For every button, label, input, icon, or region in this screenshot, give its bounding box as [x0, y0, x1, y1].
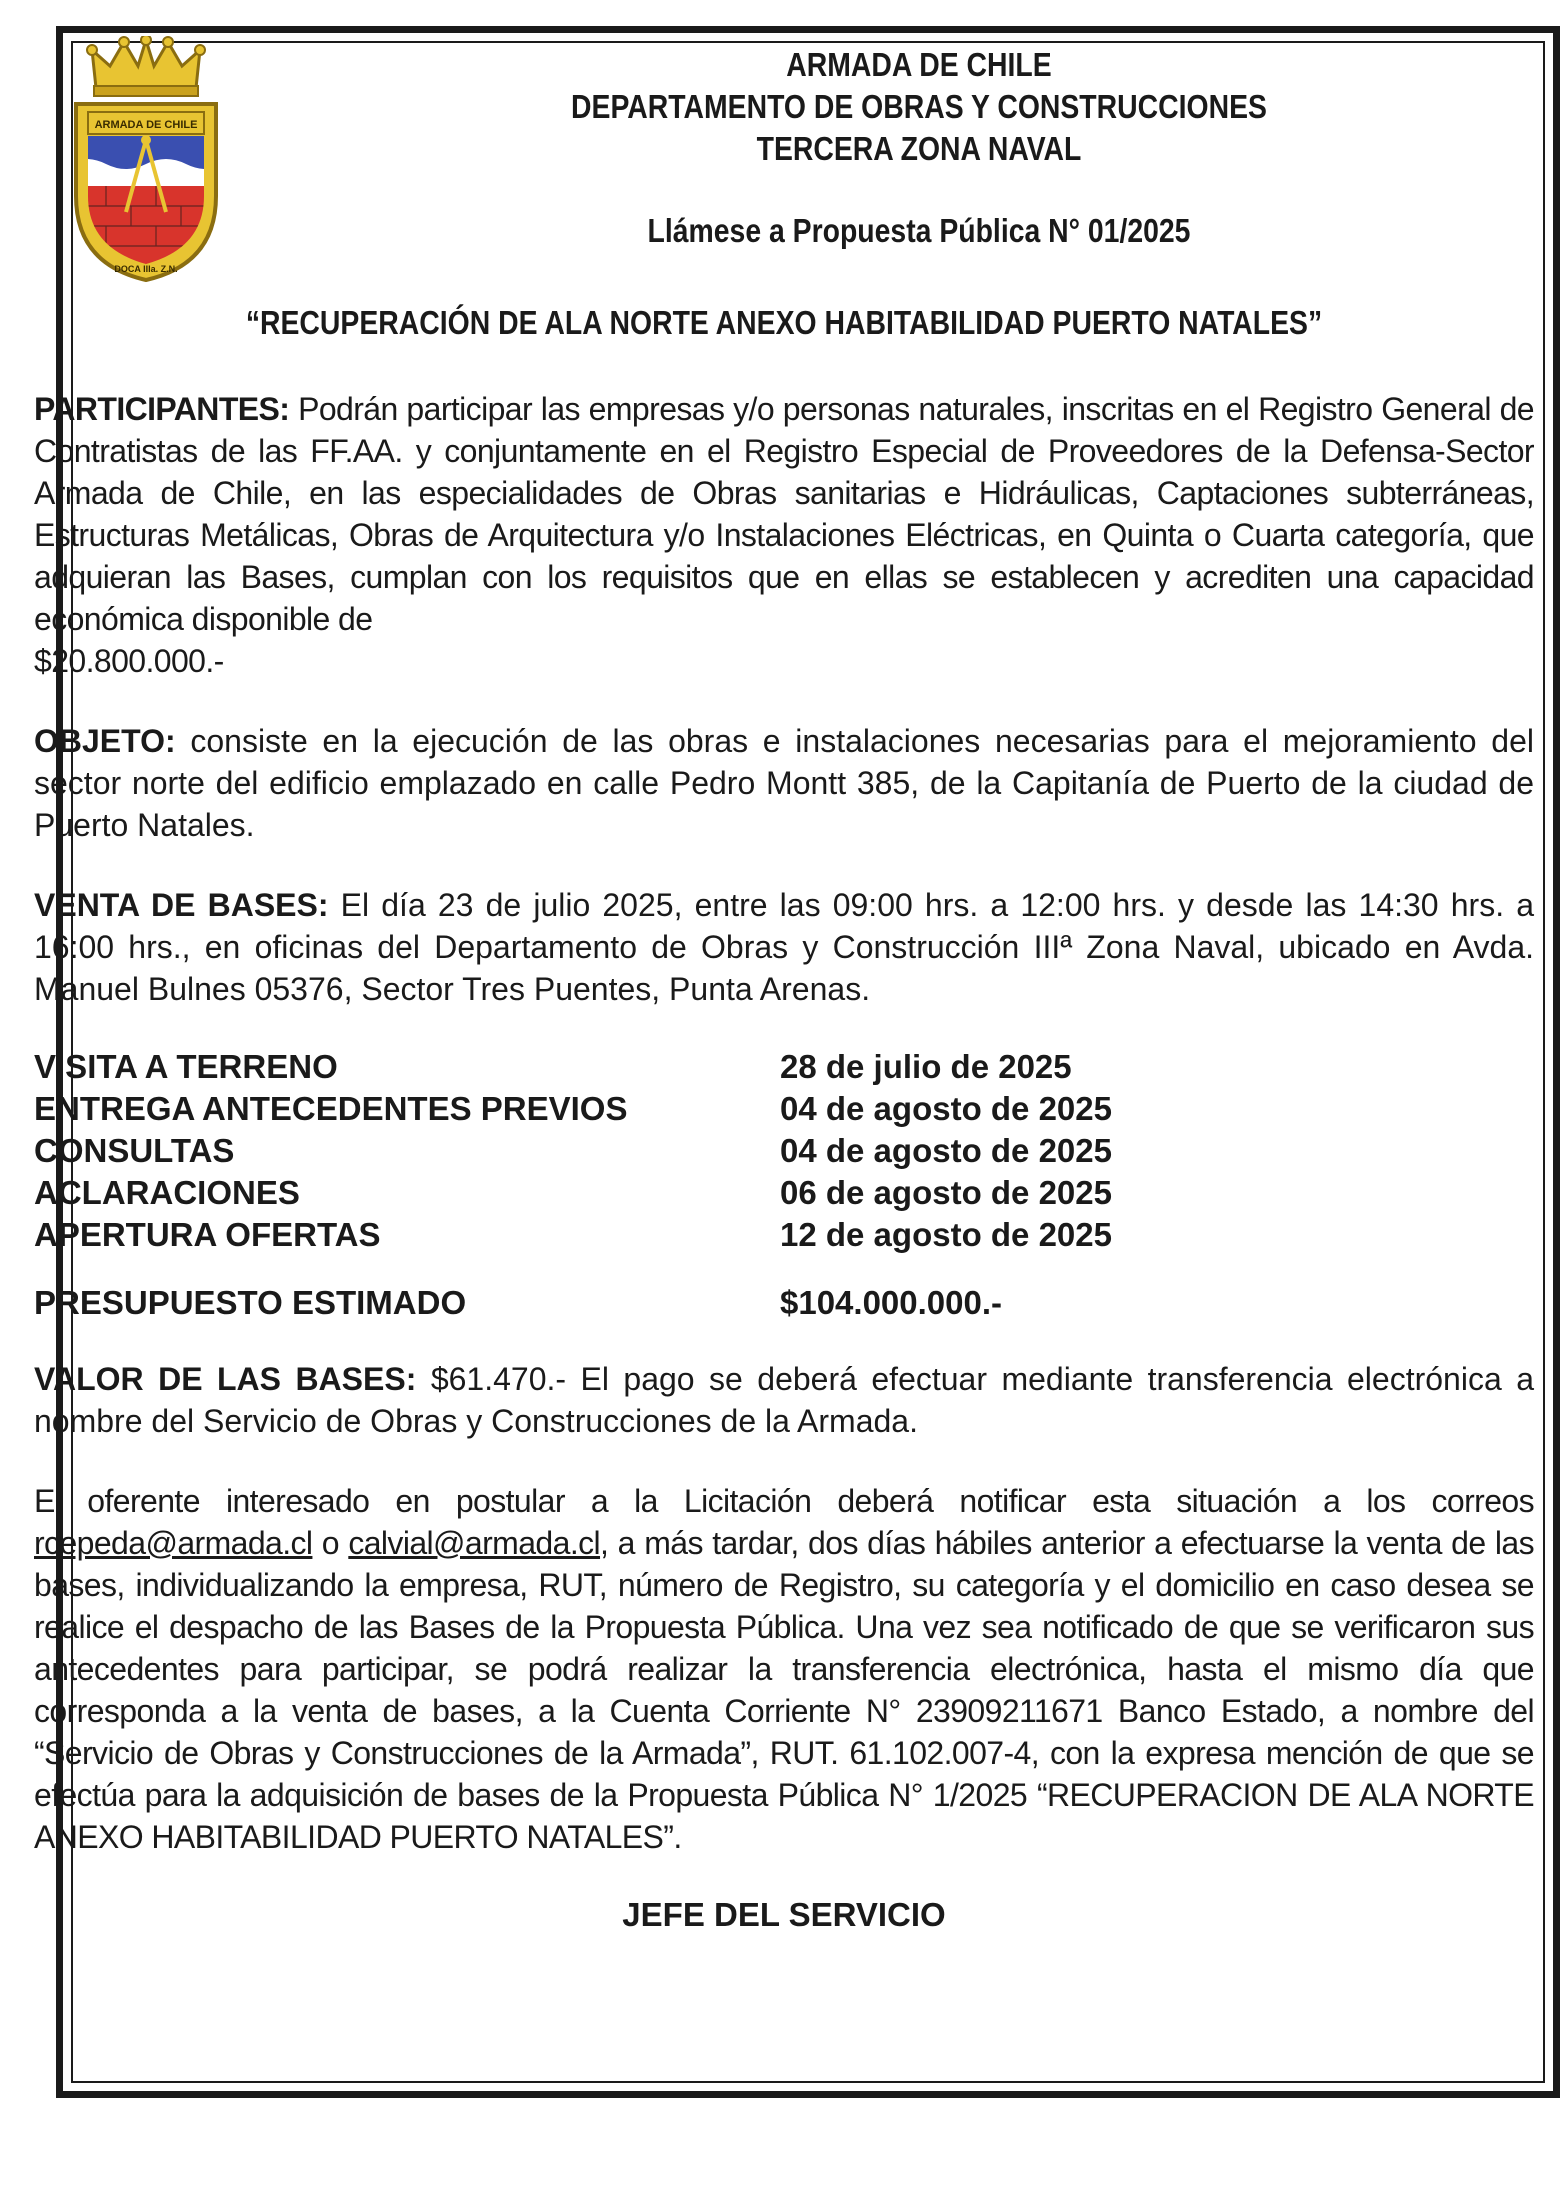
budget-value: $104.000.000.-: [780, 1284, 1003, 1321]
participantes-paragraph: [34, 388, 1534, 682]
schedule-row: [34, 1174, 1112, 1216]
naval-crest-logo: [66, 36, 226, 286]
oferente-text: o: [312, 1525, 349, 1561]
crest-bottom-text: DOCA IIIa. Z.N.: [114, 264, 178, 274]
schedule-label: ENTREGA ANTECEDENTES PREVIOS: [34, 1090, 628, 1127]
header-org: ARMADA DE CHILE: [786, 46, 1052, 83]
participantes-text: Podrán participar las empresas y/o personas naturales, inscritas en el Registro General de Contratistas de las FF.AA. y conjuntamente en el Registro Especial de Proveedores de la Defensa-Sector Armada de Chile, en las especialidades de Obras sanitarias e Hidráulicas, Captaciones subterráneas, Estructuras Metálicas, Obras de Arquitectura y/o Instalaciones Eléctricas, en Quinta o Cuarta categoría, que adquieran las Bases, cumplan con los requisitos que en ellas se establecen y acrediten una capacidad económica disponible de: [34, 391, 1534, 637]
crest-top-text: ARMADA DE CHILE: [94, 119, 198, 131]
schedule-label: CONSULTAS: [34, 1132, 235, 1169]
header-subtitle: Llámese a Propuesta Pública N° 01/2025: [647, 212, 1191, 249]
schedule-table: [34, 1048, 1112, 1258]
email-link-rcepeda[interactable]: rcepeda@armada.cl: [34, 1525, 313, 1561]
schedule-label: VISITA A TERRENO: [34, 1048, 338, 1085]
valor-text: $61.470.- El pago se deberá efectuar mediante transferencia electrónica a nombre del Servicio de Obras y Construcciones de la Armada.: [34, 1361, 1535, 1439]
objeto-text: consiste en la ejecución de las obras e instalaciones necesarias para el mejoramiento del sector norte del edificio emplazado en calle Pedro Montt 385, de la Capitanía de Puerto de la ciudad de Puerto Natales.: [34, 723, 1534, 843]
schedule-label: ACLARACIONES: [34, 1174, 300, 1211]
schedule-date: 04 de agosto de 2025: [780, 1132, 1112, 1169]
schedule-date: 06 de agosto de 2025: [780, 1174, 1112, 1211]
oferente-text: El oferente interesado en postular a la Licitación deberá notificar esta situación a los correos: [34, 1483, 1534, 1519]
participantes-amount: $20.800.000.-: [34, 643, 224, 679]
schedule-row: [34, 1216, 1112, 1258]
email-link-calvial[interactable]: calvial@armada.cl: [348, 1525, 601, 1561]
schedule-row: [34, 1132, 1112, 1174]
schedule-label: APERTURA OFERTAS: [34, 1216, 381, 1253]
budget-label: PRESUPUESTO ESTIMADO: [34, 1284, 467, 1321]
participantes-label: PARTICIPANTES:: [34, 391, 290, 427]
document-header: [387, 44, 1452, 252]
venta-text: El día 23 de julio 2025, entre las 09:00 hrs. a 12:00 hrs. y desde las 14:30 hrs. a 16:00 hrs., en oficinas del Departamento de Obras y Construcción IIIª Zona Naval, ubicado en Avda. Manuel Bulnes 05376, Sector Tres Puentes, Punta Arenas.: [34, 887, 1535, 1007]
document-body: [34, 304, 1534, 1934]
schedule-date: 04 de agosto de 2025: [780, 1090, 1112, 1127]
signature: JEFE DEL SERVICIO: [622, 1896, 946, 1933]
header-department: DEPARTAMENTO DE OBRAS Y CONSTRUCCIONES: [571, 88, 1267, 125]
venta-label: VENTA DE BASES:: [34, 887, 329, 923]
objeto-label: OBJETO:: [34, 723, 176, 759]
objeto-paragraph: [34, 720, 1534, 846]
budget-row: [34, 1284, 1534, 1322]
schedule-row: [34, 1090, 1112, 1132]
schedule-date: 28 de julio de 2025: [780, 1048, 1072, 1085]
oferente-text: , a más tardar, dos días hábiles anterior a efectuarse la venta de las bases, individualizando la empresa, RUT, número de Registro, su categoría y el domicilio en caso desea se realice el despacho de las Bases de la Propuesta Pública. Una vez sea notificado de que se verificaron sus antecedentes para participar, se podrá realizar la transferencia electrónica, hasta el mismo día que corresponda a la venta de bases, a la Cuenta Corriente N° 23909211671 Banco Estado, a nombre del “Servicio de Obras y Construcciones de la Armada”, RUT. 61.102.007-4, con la expresa mención de que se efectúa para la adquisición de bases de la Propuesta Pública N° 1/2025 “RECUPERACION DE ALA NORTE ANEXO HABITABILIDAD PUERTO NATALES”.: [34, 1525, 1534, 1855]
valor-label: VALOR DE LAS BASES:: [34, 1361, 417, 1397]
header-zone: TERCERA ZONA NAVAL: [756, 130, 1082, 167]
valor-paragraph: [34, 1358, 1534, 1442]
schedule-row: [34, 1048, 1112, 1090]
project-title: “RECUPERACIÓN DE ALA NORTE ANEXO HABITABILIDAD PUERTO NATALES”: [245, 304, 1323, 341]
venta-paragraph: [34, 884, 1534, 1010]
schedule-date: 12 de agosto de 2025: [780, 1216, 1112, 1253]
oferente-paragraph: [34, 1480, 1534, 1858]
